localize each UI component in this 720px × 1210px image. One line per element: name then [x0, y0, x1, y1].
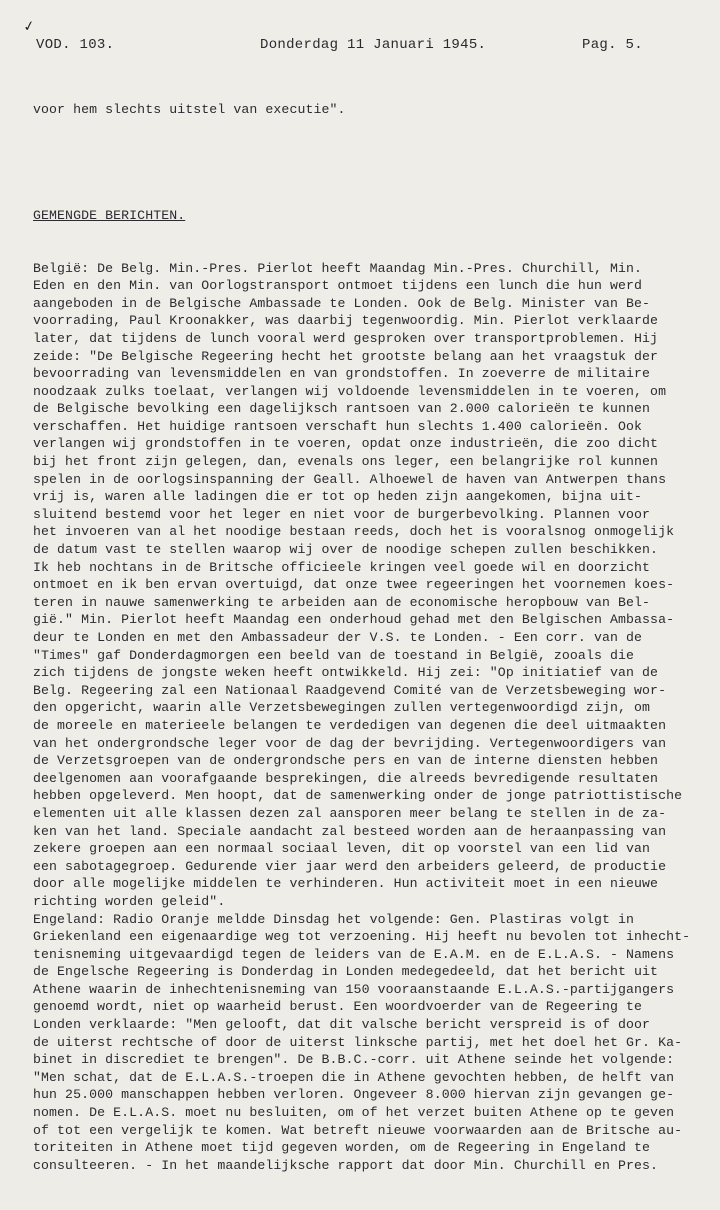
- text-line: consulteeren. - In het maandelijksche rapport dat door Min. Churchill en Pres.: [33, 1157, 659, 1173]
- paragraph-gap: [33, 154, 693, 172]
- text-line: Londen verklaarde: "Men gelooft, dat dit valsche bericht verspreid is of door: [33, 1017, 651, 1033]
- text-line: de moreele en materieele belangen te verdedigen van degenen die deel uitmaakten: [33, 717, 667, 733]
- text-line: deur te Londen en met den Ambassadeur der V.S. te Londen. - Een corr. van de: [33, 630, 643, 645]
- text-line: de Belgische bevolking een dagelijksch rantsoen van 2.000 calorieën te kunnen: [33, 401, 651, 417]
- text-line: "Men schat, dat de E.L.A.S.-troepen die in Athene gevochten hebben, de helft van: [33, 1069, 675, 1085]
- handwritten-mark: ✓: [22, 17, 36, 37]
- text-line: hebben opgeleverd. Men hoopt, dat de samenwerking onder de jonge patriottistische: [33, 788, 683, 804]
- text-line: hun 25.000 manschappen hebben verloren. Ongeveer 8.000 hiervan zijn gevangen ge-: [33, 1087, 675, 1103]
- text-line: de uiterst rechtsche of door de uiterst linksche partij, met het doel het Gr. Ka-: [33, 1034, 683, 1050]
- text-line: deelgenomen aan voorafgaande besprekingen, die alreeds bevredigende resultaten: [33, 770, 659, 786]
- text-line: Ik heb nochtans in de Britsche officieele kringen veel goede wil en doorzicht: [33, 559, 651, 575]
- text-line: teren in nauwe samenwerking te arbeiden aan de economische heropbouw van Bel-: [33, 594, 651, 610]
- document-body: [33, 66, 693, 1210]
- text-line: Engeland: Radio Oranje meldde Dinsdag het volgende: Gen. Plastiras volgt in: [33, 911, 635, 927]
- text-line: noodzaak zulks toelaat, verlangen wij voldoende levensmiddelen in te voeren, om: [33, 383, 667, 399]
- section-heading: GEMENGDE BERICHTEN.: [33, 207, 186, 223]
- text-line: binet in discrediet te brengen". De B.B.C.-corr. uit Athene seinde het volgende:: [33, 1052, 675, 1068]
- page-number: Pag. 5.: [582, 37, 643, 53]
- text-line: den opgericht, waarin alle Verzetsbewegingen zullen vertegenwoordigd zijn, om: [33, 700, 651, 716]
- text-line: aangeboden in de Belgische Ambassade te Londen. Ook de Belg. Minister van Be-: [33, 295, 651, 311]
- text-line: nomen. De E.L.A.S. moet nu besluiten, om of het verzet buiten Athene op te geven: [33, 1105, 675, 1121]
- text-line: zekere groepen aan een normaal sociaal leven, dit op voorstel van een lid van: [33, 841, 651, 857]
- text-line: toriteiten in Athene moet tijd gegeven worden, om de Regeering in Engeland te: [33, 1140, 651, 1156]
- text-line: richting worden geleid".: [33, 893, 226, 909]
- text-line: zeide: "De Belgische Regeering hecht het grootste belang aan het vraagstuk der: [33, 348, 659, 364]
- text-line: België: De Belg. Min.-Pres. Pierlot heeft Maandag Min.-Pres. Churchill, Min.: [33, 260, 643, 276]
- text-line: Athene waarin de inhechtenisneming van 150 vooraanstaande E.L.A.S.-partijgangers: [33, 981, 675, 997]
- text-line: vrij is, waren alle ladingen die er tot op heden zijn aangekomen, bijna uit-: [33, 489, 643, 505]
- text-line: Griekenland een eigenaardige weg tot verzoening. Hij heeft nu bevolen tot inhecht-: [33, 929, 691, 945]
- bulletin-number: VOD. 103.: [36, 37, 115, 53]
- text-line: zich tijdens de jongste weken heeft ontwikkeld. Hij zei: "Op initiatief van de: [33, 665, 659, 681]
- text-line: genoemd wordt, niet op waarheid berust. Een woordvoerder van de Regeering te: [33, 999, 643, 1015]
- text-line: ken van het land. Speciale aandacht zal besteed worden aan de heraanpassing van: [33, 823, 667, 839]
- text-line: "Times" gaf Donderdagmorgen een beeld van de toestand in België, zooals die: [33, 647, 635, 663]
- text-line: bij het front zijn gelegen, dan, evenals ons leger, een belangrijke rol kunnen: [33, 454, 659, 470]
- text-line: spelen in de oorlogsinspanning der Geall. Alhoewel de haven van Antwerpen thans: [33, 471, 667, 487]
- text-line: of tot een vergelijk te komen. Wat betreft nieuwe voorwaarden aan de Britsche au-: [33, 1122, 683, 1138]
- text-line: van het ondergrondsche leger voor de dag der bevrijding. Vertegenwoordigers van: [33, 735, 667, 751]
- text-line: bevoorrading van levensmiddelen en van grondstoffen. In zoeverre de militaire: [33, 366, 651, 382]
- text-line: gië." Min. Pierlot heeft Maandag een onderhoud gehad met den Belgischen Ambassa-: [33, 612, 675, 628]
- text-line: Belg. Regeering zal een Nationaal Raadgevend Comité van de Verzetsbeweging wor-: [33, 682, 667, 698]
- text-line: verschaffen. Het huidige rantsoen verschaft hun slechts 1.400 calorieën. Ook: [33, 418, 643, 434]
- text-line: de datum vast te stellen waarop wij over de noodige schepen zullen beschikken.: [33, 542, 659, 558]
- text-line: verlangen wij grondstoffen in te voeren, opdat onze industrieën, die zoo dicht: [33, 436, 659, 452]
- article-lines: [33, 260, 693, 1175]
- text-line: tenisneming uitgevaardigd tegen de leiders van de E.A.M. en de E.L.A.S. - Namens: [33, 946, 675, 962]
- text-line: sluitend bestemd voor het leger en niet voor de burgerbevolking. Plannen voor: [33, 506, 651, 522]
- bulletin-date: Donderdag 11 Januari 1945.: [260, 37, 487, 53]
- text-line: door alle mogelijke middelen te verhinderen. Hun activiteit moet in een nieuwe: [33, 876, 659, 892]
- text-line: de Engelsche Regeering is Donderdag in Londen medegedeeld, dat het bericht uit: [33, 964, 659, 980]
- intro-line: voor hem slechts uitstel van executie".: [33, 102, 346, 118]
- text-line: voorrading, Paul Kroonakker, was daarbij tegenwoordig. Min. Pierlot verklaarde: [33, 313, 659, 329]
- text-line: een sabotagegroep. Gedurende vier jaar werd den arbeiders geleerd, de productie: [33, 858, 667, 874]
- text-line: elementen uit alle klassen dezen zal aansporen meer belang te stellen in de za-: [33, 805, 667, 821]
- text-line: Eden en den Min. van Oorlogstransport ontmoet tijdens een lunch die hun werd: [33, 278, 643, 294]
- text-line: het invoeren van al het noodige bestaan reeds, doch het is vooralsnog onmogelijk: [33, 524, 675, 540]
- text-line: de Verzetsgroepen van de ondergrondsche pers en van de interne diensten hebben: [33, 753, 659, 769]
- text-line: later, dat tijdens de lunch vooral werd gesproken over transportproblemen. Hij: [33, 330, 659, 346]
- text-line: ontmoet en ik ben ervan overtuigd, dat onze twee regeeringen het voornemen koes-: [33, 577, 675, 593]
